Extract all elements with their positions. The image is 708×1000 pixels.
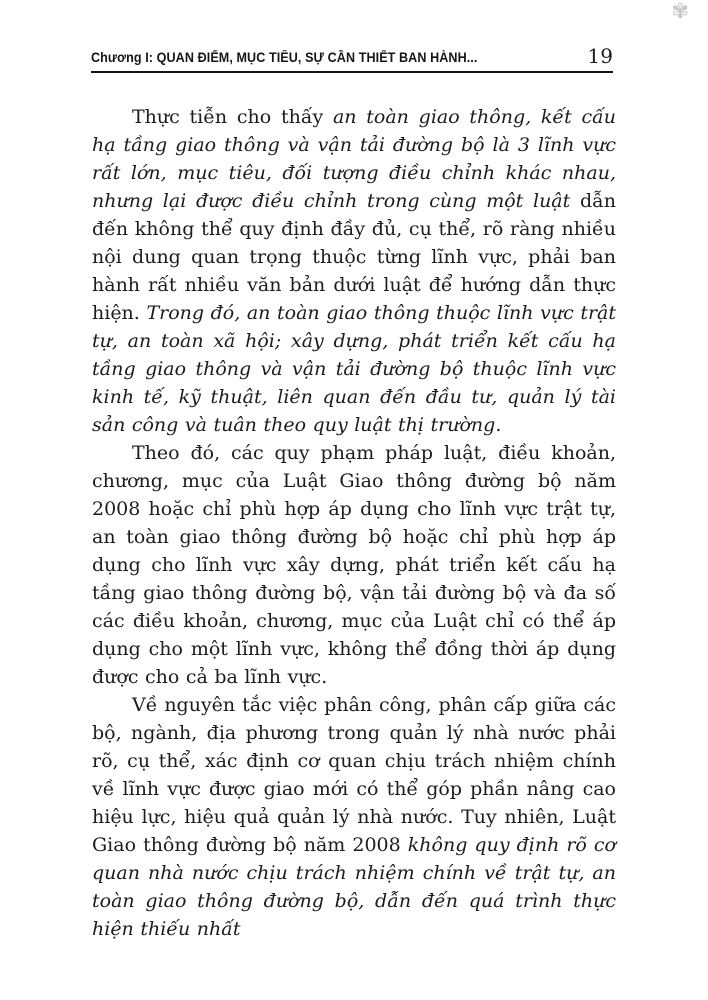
text-segment-regular: Theo đó, các quy phạm pháp luật, điều khoản, chương, mục của Luật Giao thông đường bộ năm 2008 hoặc chỉ phù hợp áp dụng cho lĩnh vực trật tự, an toàn giao thông đường bộ hoặc chỉ phù hợp áp dụng cho lĩnh vực xây dựng, phát triển kết cấu hạ tầng giao thông đường bộ, vận tải đường bộ và đa số các điều khoản, chương, mục của Luật chỉ có thể áp dụng cho một lĩnh vực, không thể đồng thời áp dụng được cho cả ba lĩnh vực. bbox=[92, 442, 616, 688]
text-segment-italic: an toàn giao thông, kết cấu hạ tầng giao thông và vận tải đường bộ là 3 lĩnh vực rất lớn, mục tiêu, đối tượng điều chỉnh khác nhau, nhưng lại được điều chỉnh trong cùng một luật bbox=[92, 106, 616, 212]
running-title: Chương I: QUAN ĐIỂM, MỤC TIÊU, SỰ CẦN THIẾT BAN HÀNH... bbox=[91, 50, 478, 65]
paragraph bbox=[92, 439, 616, 691]
page-header bbox=[91, 46, 613, 73]
text-segment-regular: Thực tiễn cho thấy bbox=[132, 106, 333, 128]
paragraph bbox=[92, 103, 616, 439]
page-number: 19 bbox=[587, 44, 613, 68]
text-segment-regular: dẫn đến không thể quy định đầy đủ, cụ thể, rõ ràng nhiều nội dung quan trọng thuộc từng lĩnh vực, phải ban hành rất nhiều văn bản dưới luật để hướng dẫn thực hiện. bbox=[92, 190, 616, 324]
text-segment-italic: không quy định rõ cơ quan nhà nước chịu trách nhiệm chính về trật tự, an toàn giao thông đường bộ, dẫn đến quá trình thực hiện thiếu nhất bbox=[92, 834, 616, 940]
text-segment-italic: Trong đó, an toàn giao thông thuộc lĩnh vực trật tự, an toàn xã hội; xây dựng, phát triển kết cấu hạ tầng giao thông và vận tải đường bộ thuộc lĩnh vực kinh tế, kỹ thuật, liên quan đến đầu tư, quản lý tài sản công và tuân theo quy luật thị trường. bbox=[92, 302, 617, 436]
text-segment-regular: Về nguyên tắc việc phân công, phân cấp giữa các bộ, ngành, địa phương trong quản lý nhà nước phải rõ, cụ thể, xác định cơ quan chịu trách nhiệm chính về lĩnh vực được giao mới có thể góp phần nâng cao hiệu lực, hiệu quả quản lý nhà nước. Tuy nhiên, Luật Giao thông đường bộ năm 2008 bbox=[92, 694, 616, 856]
body-text bbox=[92, 103, 616, 943]
florette-icon: ✾ bbox=[671, 0, 689, 23]
paragraph bbox=[92, 691, 616, 943]
